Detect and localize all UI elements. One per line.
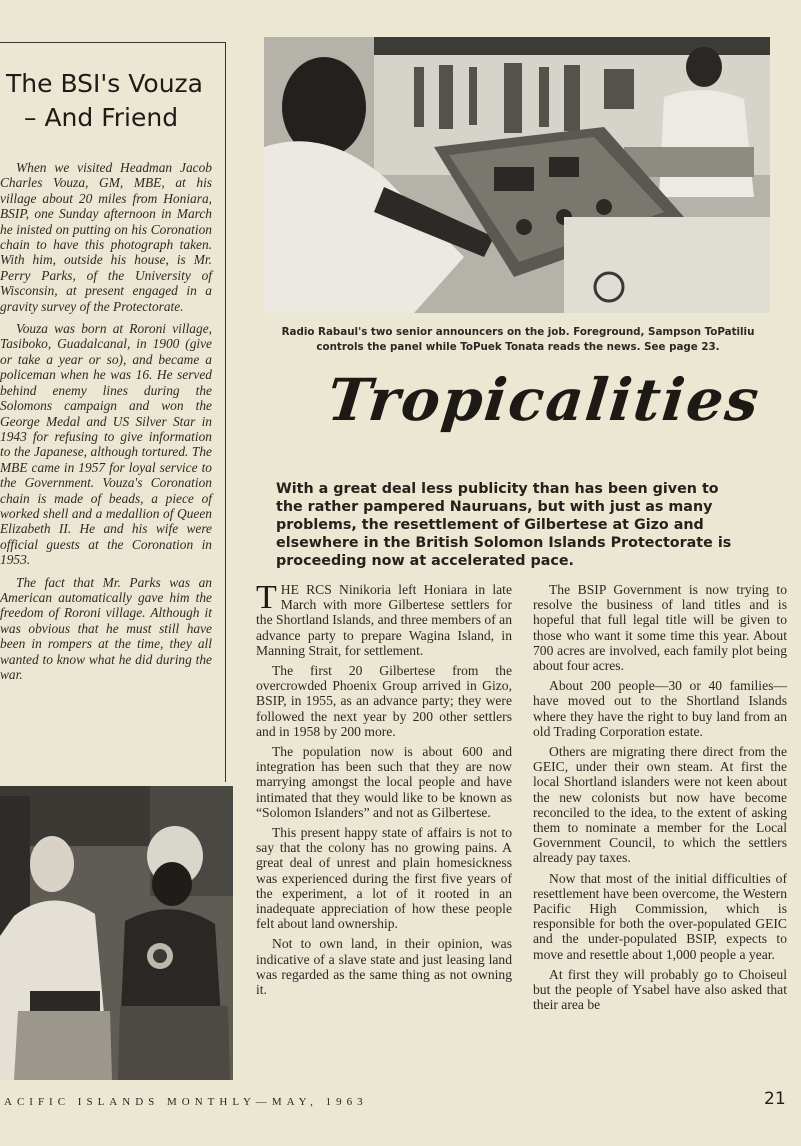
article-paragraph: Others are migrating there direct from the GEIC, under their own steam. At first the local Shortland islanders were not keen about the new colonists but now have become reconciled to the idea, to the extent of asking them to nominate a member for the Local Government Council, to which the settlers already pay taxes. — [533, 744, 787, 866]
photo-caption: Radio Rabaul's two senior announcers on the job. Foreground, Sampson ToPatiliu controls the panel while ToPuek Tonata reads the news. See page 23. — [281, 326, 755, 353]
sidebar-paragraph: When we visited Headman Jacob Charles Vouza, GM, MBE, at his village about 20 miles from Honiara, BSIP, one Sunday afternoon in March he inisted on putting on his Coronation chain to have this photograph taken. With him, outside his house, is Mr. Perry Parks, of the University of Wisconsin, at present engaged in a gravity survey of the Protectorate. — [0, 160, 212, 314]
sidebar-title-line1: The BSI's Vouza — [6, 69, 203, 98]
drop-cap: T — [256, 579, 277, 616]
article-paragraph: About 200 people—30 or 40 families—have moved out to the Shortland Islands where they have the right to buy land from an old Trading Corporation estate. — [533, 678, 787, 739]
article-paragraph: The BSIP Government is now trying to resolve the business of land titles and is hopeful that full legal title will be given to those who want it some time this year. About 700 acres are involved, each family plot being about four acres. — [533, 582, 787, 674]
sidebar-paragraph: The fact that Mr. Parks was an American automatically gave him the freedom of Roroni village. Although it was obvious that he must still have been in rompers at the time, they all wanted to know what he did during the war. — [0, 574, 212, 682]
article-column-a — [256, 579, 512, 1002]
article-paragraph: The population now is about 600 and integration has been such that they are now marrying amongst the local people and have intimated that they would like to be known as “Solomon Islanders” and not as Gilbertese. — [256, 744, 512, 820]
sidebar-title — [6, 67, 225, 135]
article-paragraph: This present happy state of affairs is not to say that the colony has no growing pains. A great deal of unrest and plain homesickness was experienced during the first five years of the experiment, a lot of it rooted in an inadequate appreciation of how these people felt about land ownership. — [256, 825, 512, 932]
article-paragraph: At first they will probably go to Choiseul but the people of Ysabel have also asked that their area be — [533, 966, 787, 1013]
photo-radio-rabaul-announcers — [264, 37, 770, 313]
sidebar-title-line2: – And Friend — [24, 102, 179, 132]
article-paragraph: Not to own land, in their opinion, was indicative of a slave state and just leasing land was regarded as the same thing as not owning it. — [256, 936, 512, 998]
article-column-b — [533, 582, 787, 1017]
article-deck: With a great deal less publicity than has been given to the rather pampered Nauruans, but with just as many problems, the resettlement of Gilbertese at Gizo and elsewhere in the British Solomon Islands Protectorate is proceeding now at accelerated pace. — [276, 481, 732, 569]
page-footer: ACIFIC ISLANDS MONTHLY—MAY, 1963 — [4, 1096, 368, 1108]
page-number: 21 — [764, 1089, 786, 1109]
article-paragraph — [256, 579, 512, 658]
sidebar-paragraph: Vouza was born at Roroni village, Tasiboko, Guadalcanal, in 1900 (give or take a year or so), and became a policeman when he was 16. He served behind enemy lines during the Solomons campaign and won the George Medal and US Silver Star in 1943 for refusing to give information to the Japanese, although tortured. The MBE came in 1957 for loyal service to the Government. Vouza's Coronation chain is made of beads, a piece of worked shell and a medallion of Queen Elizabeth II. He and his wife were official guests at the Coronation in 1953. — [0, 321, 212, 568]
article-paragraph: Now that most of the initial difficulties of resettlement have been overcome, the Western Pacific High Commission, which is responsible for both the over-populated GEIC and the under-populated BSIP, expects to move and resettle about 1,000 people a year. — [533, 870, 787, 962]
sidebar-body — [0, 160, 212, 689]
sidebar-box — [0, 42, 226, 782]
photo-vouza-and-parks — [0, 786, 233, 1080]
article-headline: Tropicalities — [324, 366, 764, 434]
first-paragraph-text: HE RCS Ninikoria left Honiara in late March with more Gilbertese settlers for the Shortland Islands, and three members of an advance party to prepare Wagina Island, in Manning Strait, for settlement. — [256, 582, 512, 658]
article-paragraph: The first 20 Gilbertese from the overcrowded Phoenix Group arrived in Gizo, BSIP, in 1955, as an advance party; they were followed the next year by 200 other settlers and in 1958 by 200 more. — [256, 663, 512, 739]
